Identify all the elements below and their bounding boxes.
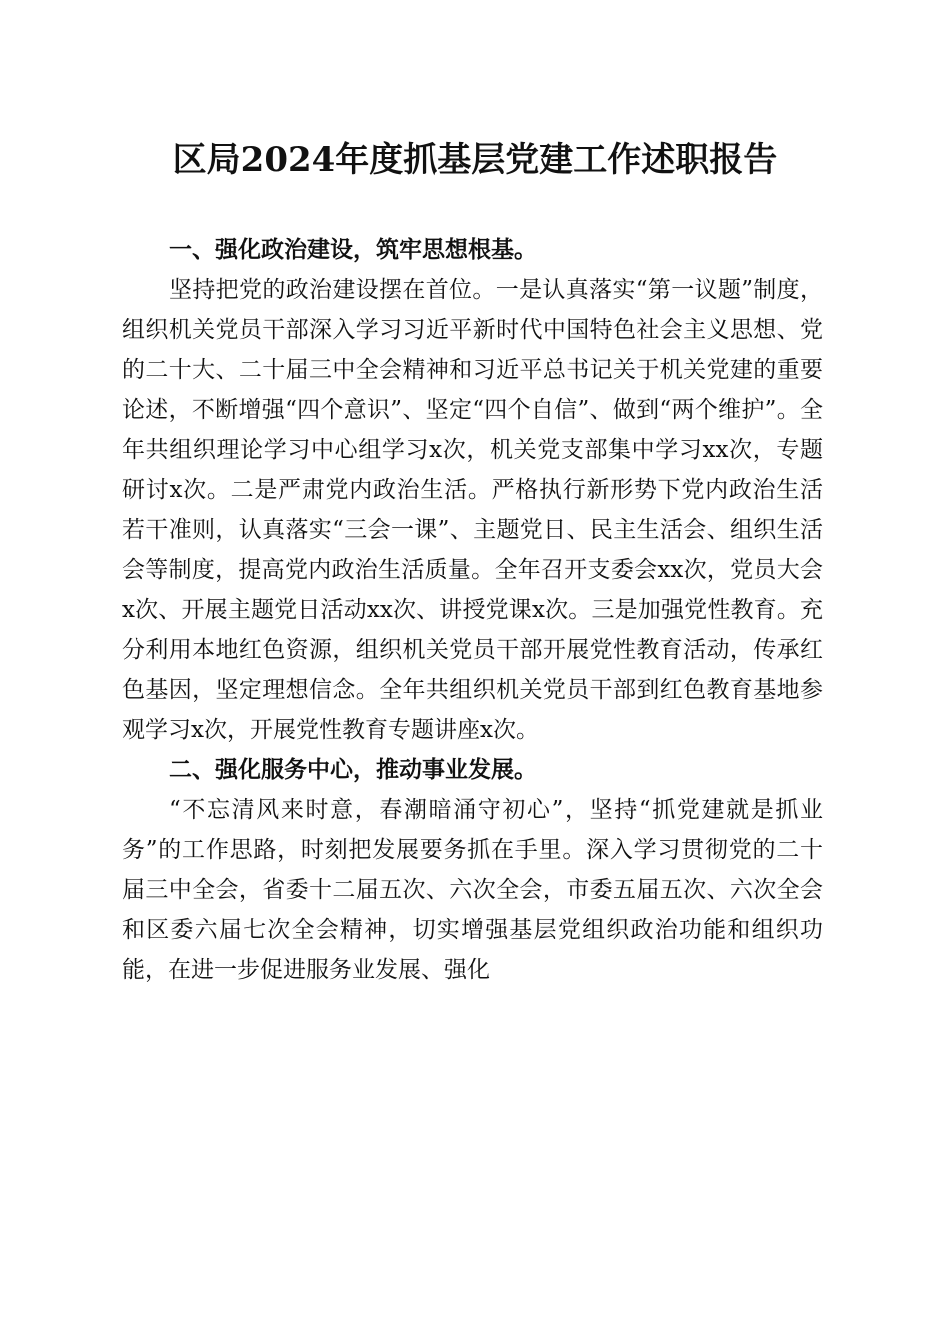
section-1-paragraph: 坚持把党的政治建设摆在首位。一是认真落实“第一议题”制度，组织机关党员干部深入学习习近平新时代中国特色社会主义思想、党的二十大、二十届三中全会精神和习近平总书记关于机关党建的重要论述，不断增强“四个意识”、坚定“四个自信”、做到“两个维护”。全年共组织理论学习中心组学习x次，机关党支部集中学习xx次，专题研讨x次。二是严肃党内政治生活。严格执行新形势下党内政治生活若干准则，认真落实“三会一课”、主题党日、民主生活会、组织生活会等制度，提高党内政治生活质量。全年召开支委会xx次，党员大会x次、开展主题党日活动xx次、讲授党课x次。三是加强党性教育。充分利用本地红色资源，组织机关党员干部开展党性教育活动，传承红色基因，坚定理想信念。全年共组织机关党员干部到红色教育基地参观学习x次，开展党性教育专题讲座x次。 (122, 277, 823, 743)
section-2-paragraph: “不忘清风来时意，春潮暗涌守初心”，坚持“抓党建就是抓业务”的工作思路，时刻把发展要务抓在手里。深入学习贯彻党的二十届三中全会，省委十二届五次、六次全会，市委五届五次、六次全会和区委六届七次全会精神，切实增强基层党组织政治功能和组织功能，在进一步促进服务业发展、强化 (122, 797, 823, 983)
document-title: 区局2024年度抓基层党建工作述职报告 (172, 140, 778, 180)
section-2-heading: 二、强化服务中心，推动事业发展。 (169, 757, 537, 783)
document-body (122, 230, 823, 990)
section-1-heading: 一、强化政治建设，筑牢思想根基。 (169, 237, 537, 263)
